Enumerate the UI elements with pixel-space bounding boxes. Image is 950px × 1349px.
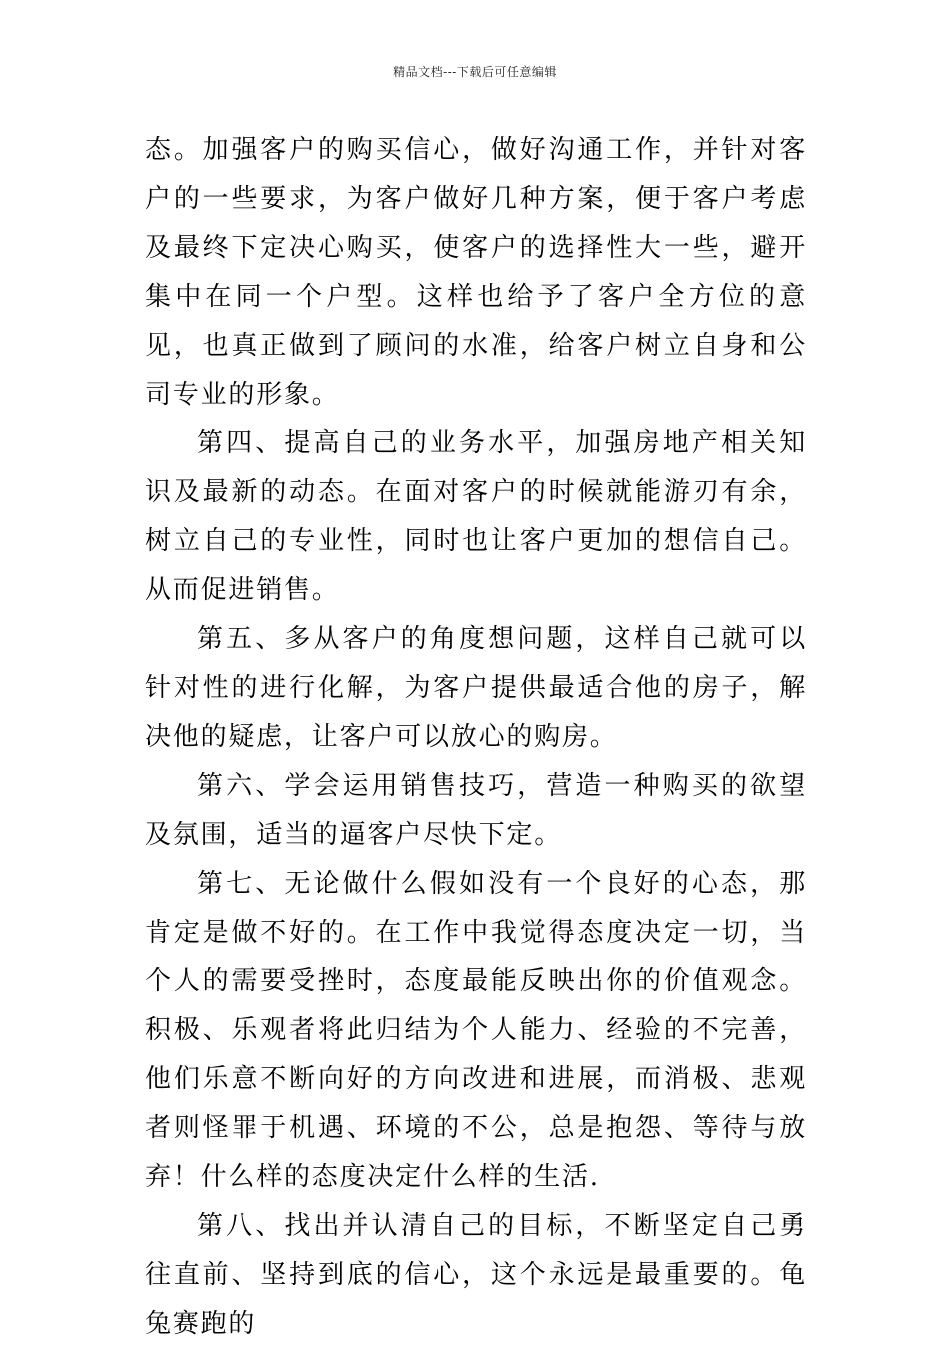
paragraph-point-eight: 第八、找出并认清自己的目标，不断坚定自己勇往直前、坚持到底的信心，这个永远是最重要的。龟兔赛跑的 <box>145 1210 807 1339</box>
paragraph-point-seven: 第七、无论做什么假如没有一个良好的心态，那肯定是做不好的。在工作中我觉得态度决定一切，当个人的需要受挫时，态度最能反映出你的价值观念。积极、乐观者将此归结为个人能力、经验的不完善，他们乐意不断向好的方向改进和进展，而消极、悲观者则怪罪于机遇、环境的不公，总是抱怨、等待与放弃！什么样的态度决定什么样的生活. <box>145 868 807 1193</box>
document-body <box>145 126 807 1349</box>
paragraph-continuation: 态。加强客户的购买信心，做好沟通工作，并针对客户的一些要求，为客户做好几种方案，便于客户考虑及最终下定决心购买，使客户的选择性大一些，避开集中在同一个户型。这样也给予了客户全方位的意见，也真正做到了顾问的水准，给客户树立自身和公司专业的形象。 <box>145 135 807 410</box>
paragraph-point-six: 第六、学会运用销售技巧，营造一种购买的欲望及氛围，适当的逼客户尽快下定。 <box>145 770 807 850</box>
page-header: 精品文档---下载后可任意编辑 <box>393 65 557 79</box>
paragraph-point-four: 第四、提高自己的业务水平，加强房地产相关知识及最新的动态。在面对客户的时候就能游刃有余，树立自己的专业性，同时也让客户更加的想信自己。从而促进销售。 <box>145 428 807 606</box>
paragraph-point-five: 第五、多从客户的角度想问题，这样自己就可以针对性的进行化解，为客户提供最适合他的房子，解决他的疑虑，让客户可以放心的购房。 <box>145 624 807 752</box>
